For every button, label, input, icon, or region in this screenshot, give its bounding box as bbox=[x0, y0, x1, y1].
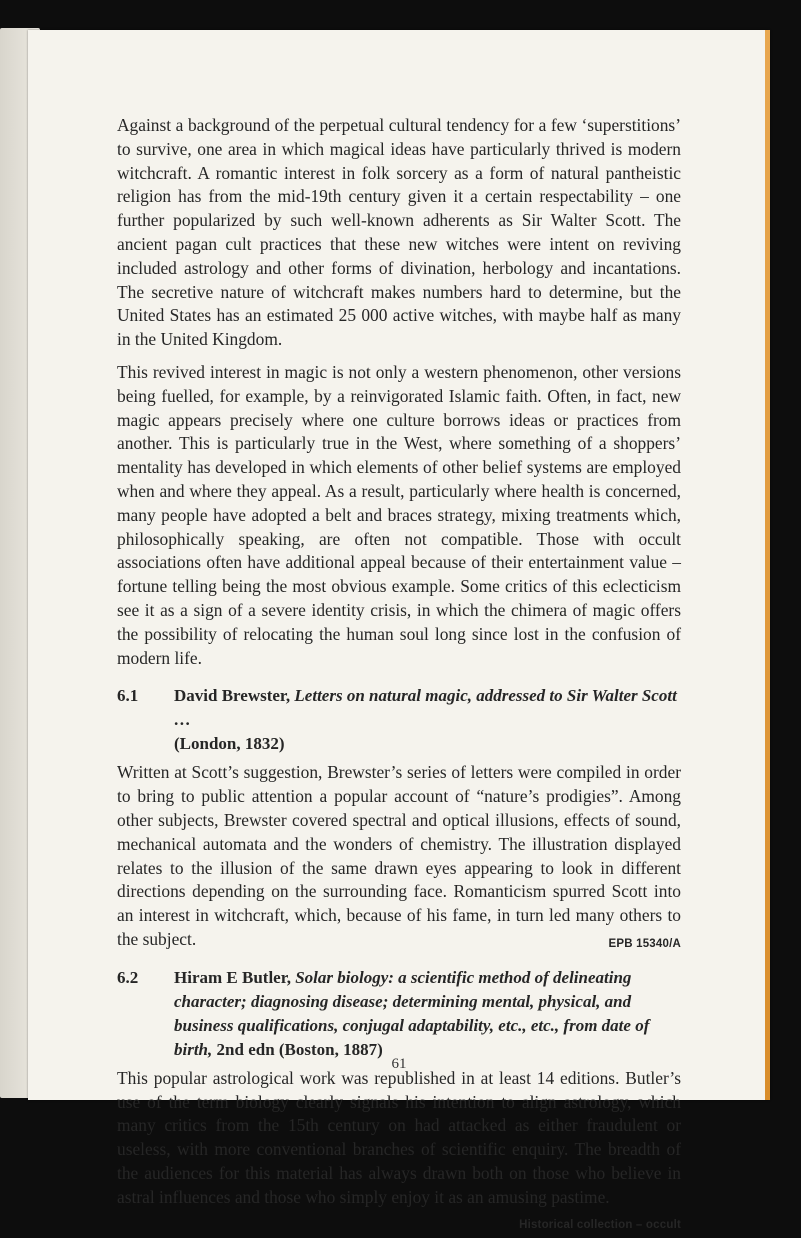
entry-reference: Historical collection – occult bbox=[519, 1219, 681, 1232]
book-page bbox=[28, 30, 770, 1232]
entry-title: Letters on natural magic, addressed to Sir Walter Scott … bbox=[174, 686, 677, 730]
entry-heading bbox=[117, 684, 681, 756]
entry-publication: 2nd edn (Boston, 1887) bbox=[216, 1039, 383, 1059]
entry-author: David Brewster, bbox=[174, 686, 291, 706]
entry-number: 6.2 bbox=[117, 967, 139, 987]
entry-number: 6.1 bbox=[117, 686, 139, 706]
entry-author: Hiram E Butler, bbox=[174, 967, 291, 987]
entry-publication: (London, 1832) bbox=[174, 734, 285, 754]
catalogue-entry-6-2 bbox=[117, 966, 681, 1232]
entry-description bbox=[117, 1067, 681, 1232]
entry-body-text: This popular astrological work was republished in at least 14 editions. Butler’s use of the term biology clearly signals his intention to align astrology, which many critics from the 15th century on had attacked as either fraudulent or useless, with more conventional branches of scientific enquiry. The breadth of the audiences for this material has always drawn both on those who believe in astral influences and those who simply enjoy it as an amusing pastime. bbox=[117, 1067, 681, 1207]
intro-paragraph-1: Against a background of the perpetual cultural tendency for a few ‘superstitions’ to survive, one area in which magical ideas have particularly thrived is modern witchcraft. A romantic interest in folk sorcery as a form of natural pantheistic religion has from the mid-19th century given it a certain respectability – one further popularized by such well-known adherents as Sir Walter Scott. The ancient pagan cult practices that these new witches were intent on reviving included astrology and other forms of divination, herbology and incantations. The secretive nature of witchcraft makes numbers hard to determine, but the United States has an estimated 25 000 active witches, with maybe half as many in the United Kingdom. bbox=[117, 115, 681, 350]
page-number: 61 bbox=[391, 1056, 407, 1072]
entry-reference: EPB 15340/A bbox=[608, 937, 681, 950]
entry-description bbox=[117, 761, 681, 951]
intro-paragraph-2: This revived interest in magic is not only a western phenomenon, other versions being fuelled, for example, by a reinvigorated Islamic faith. Often, in fact, new magic appears precisely where one culture borrows ideas or practices from another. This is particularly true in the West, where something of a shoppers’ mentality has developed in which elements of other belief systems are employed when and where they appeal. As a result, particularly where health is concerned, many people have adopted a belt and braces strategy, mixing treatments which, philosophically speaking, are often not compatible. Those with occult associations often have additional appeal because of their entertainment value – fortune telling being the most obvious example. Some critics of this eclecticism see it as a sign of a severe identity crisis, in which the chimera of magic offers the possibility of relocating the human soul long since lost in the confusion of modern life. bbox=[117, 361, 681, 668]
page-edge-orange bbox=[765, 30, 770, 1100]
entry-body-text: Written at Scott’s suggestion, Brewster’s series of letters were compiled in order to bring to public attention a popular account of “nature’s prodigies”. Among other subjects, Brewster covered spectral and optical illusions, effects of sound, mechanical automata and the wonders of chemistry. The illustration displayed relates to the illusion of the same drawn eyes appearing to look in different directions depending on the surrounding face. Romanticism spurred Scott into an interest in witchcraft, which, because of his fame, in turn led many others to the subject. bbox=[117, 762, 681, 949]
entry-title: Solar biology: a scientific method of delineating character; diagnosing disease; determining mental, physical, and business qualifications, conjugal adaptability, etc., etc., from date of birth, bbox=[174, 967, 650, 1059]
catalogue-entry-6-1 bbox=[117, 684, 681, 951]
entry-heading bbox=[117, 966, 681, 1062]
